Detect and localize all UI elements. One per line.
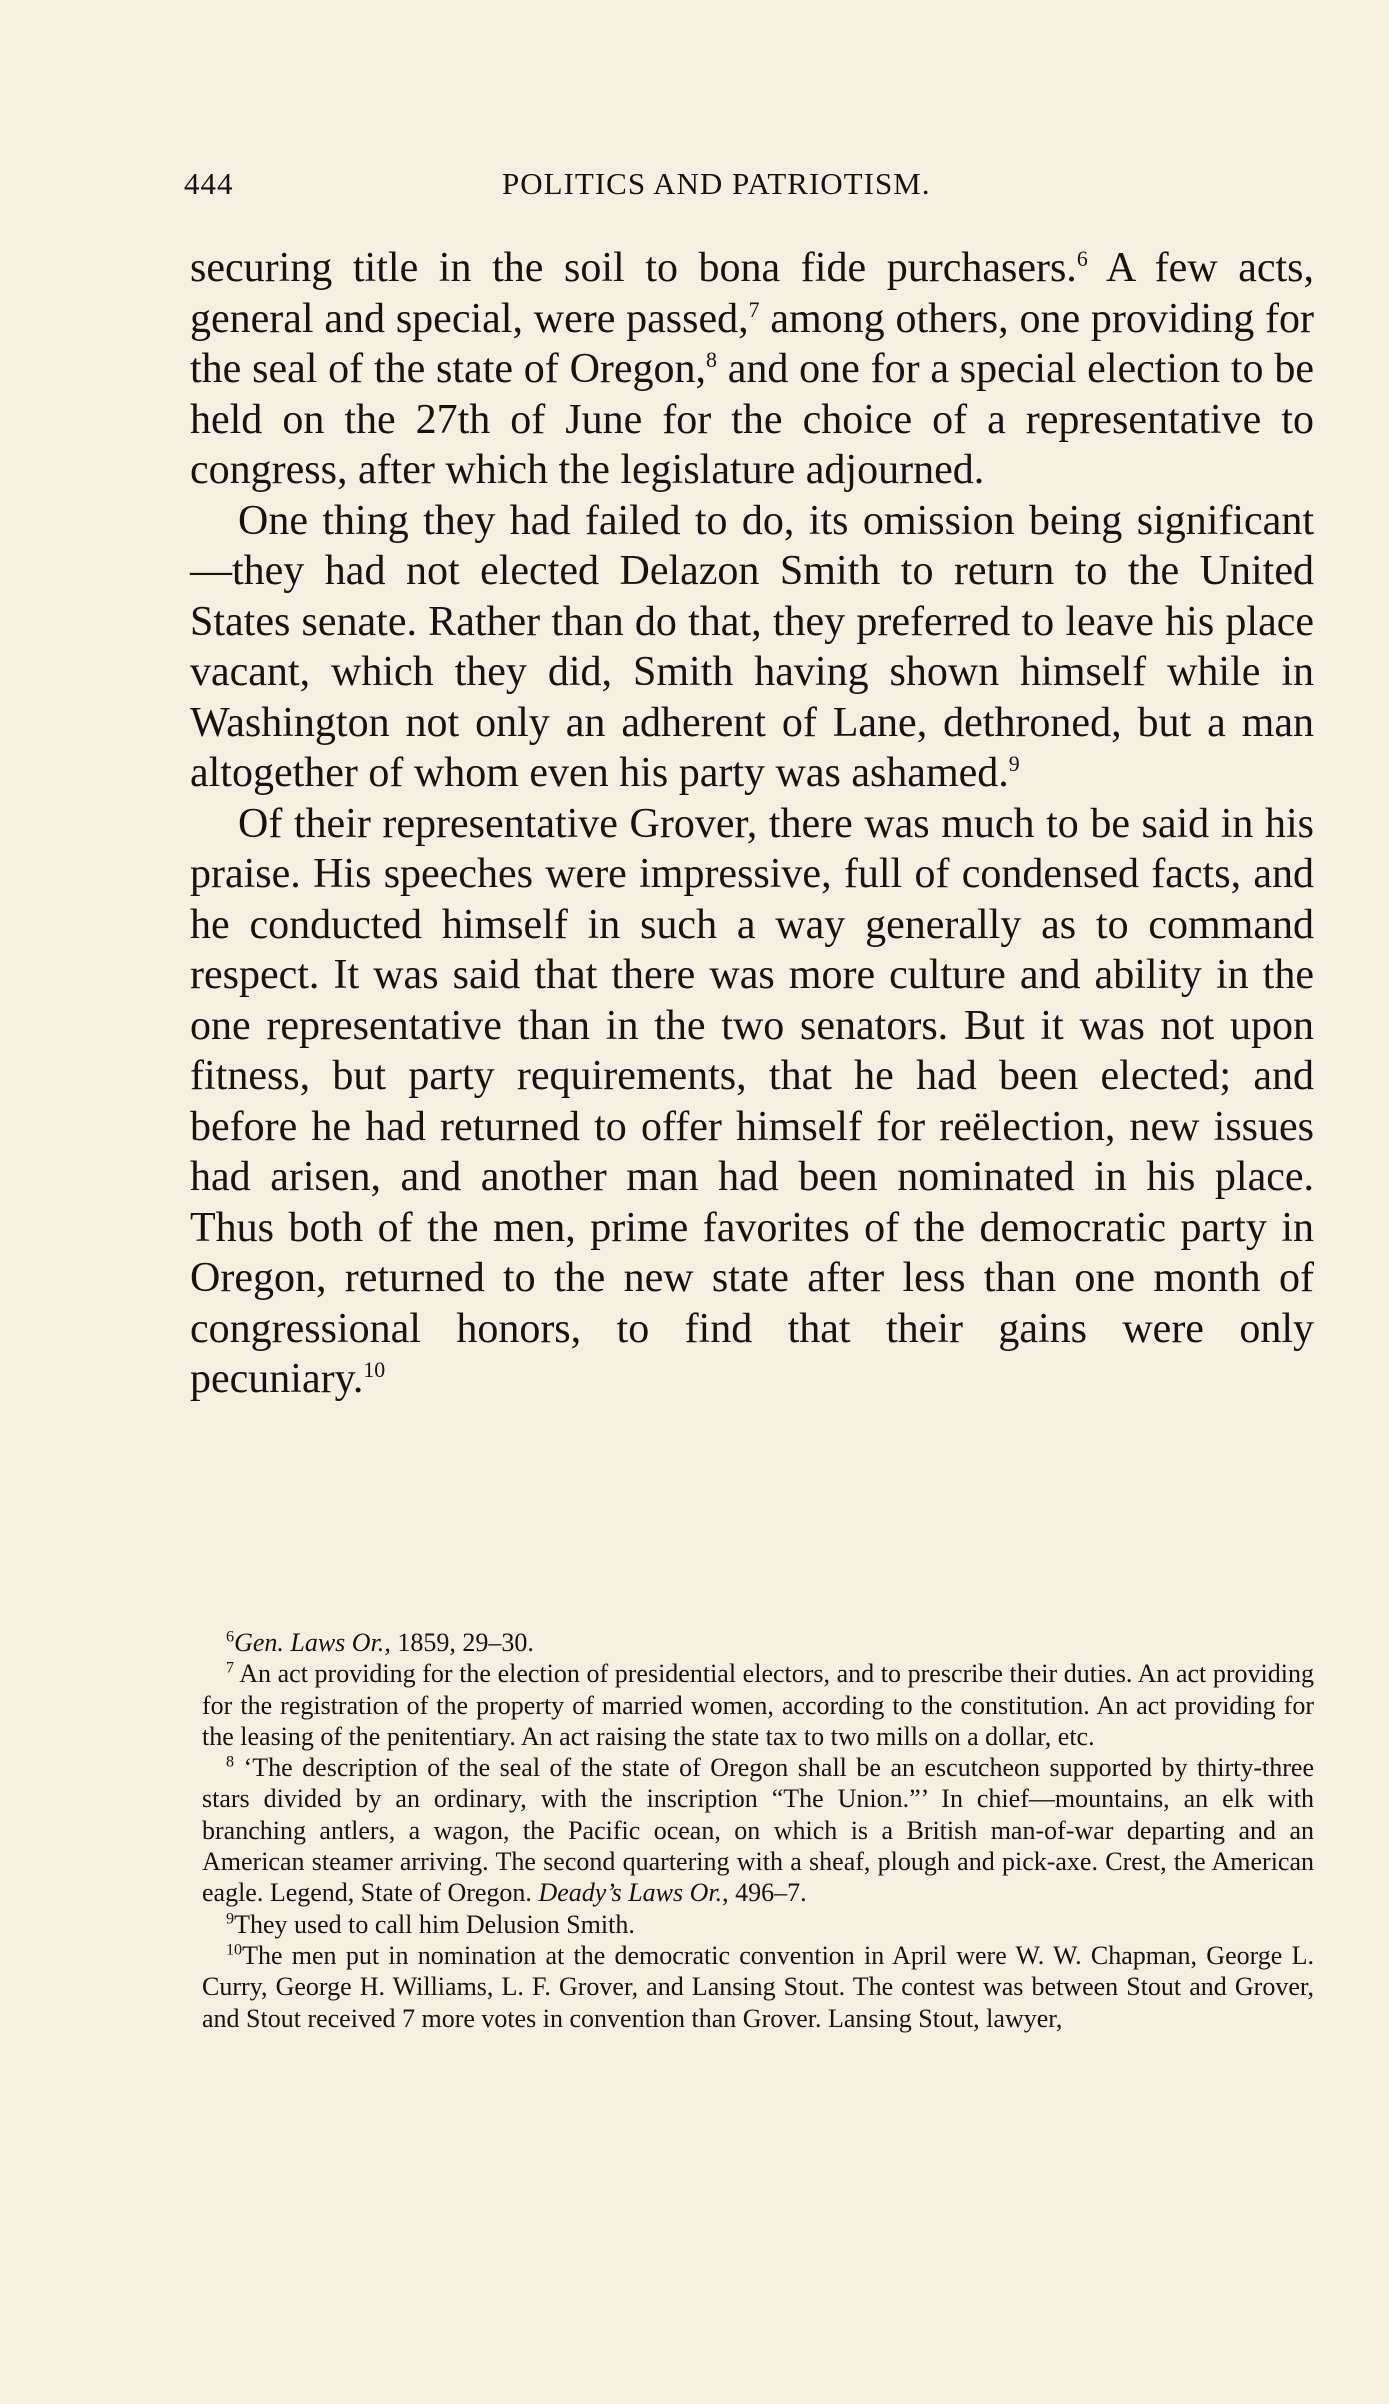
footnote-10 <box>202 1940 1314 2034</box>
paragraph-text: Of their representative Grover, there was much to be said in his praise. His speeches were impressive, full of condensed facts, and he conducted himself in such a way generally as to command respect. It was said that there was more culture and ability in the one representative than in the two senators. But it was not upon fitness, but party requirements, that he had been elected; and before he had returned to offer himself for reëlection, new issues had arisen, and another man had been nominated in his place. Thus both of the men, prime favorites of the democratic party in Oregon, returned to the new state after less than one month of congressional honors, to find that their gains were only pecuniary. <box>190 800 1314 1402</box>
paragraph-text: among others, one providing for the seal of the state of Oregon, <box>190 295 1314 392</box>
footnote-text: They used to call him Delusion Smith. <box>234 1909 635 1939</box>
paragraph-1 <box>190 243 1314 496</box>
footnote-mark: 10 <box>226 1941 243 1959</box>
citation-title: Gen. Laws Or. <box>234 1628 385 1657</box>
footnote-ref-10[interactable]: 10 <box>363 1358 386 1382</box>
main-text <box>190 243 1314 1405</box>
footnote-text: An act providing for the election of presidential electors, and to prescribe their duties. An act providing for the registration of the property of married women, according to the constitution. An act providing for the leasing of the penitentiary. An act raising the state tax to two mills on a dollar, etc. <box>202 1659 1314 1751</box>
paragraph-text: and one for a special election to be held on the 27th of June for the choice of a representative to congress, after which the legislature adjourned. <box>190 346 1314 493</box>
footnote-ref-6[interactable]: 6 <box>1076 247 1088 271</box>
footnote-mark: 9 <box>226 1910 235 1928</box>
paragraph-2 <box>190 496 1314 799</box>
footnote-text: The men put in nomination at the democratic convention in April were W. W. Chapman, George L. Curry, George H. Williams, L. F. Grover, and Lansing Stout. The contest was between Stout and Grover, and Stout received 7 more votes in convention than Grover. Lansing Stout, lawyer, <box>202 1940 1314 2033</box>
page-number: 444 <box>184 166 234 201</box>
paragraph-3 <box>190 799 1314 1405</box>
footnotes <box>202 1627 1314 2034</box>
footnote-mark: 7 <box>226 1659 235 1677</box>
paragraph-text: securing title in the soil to bona fide purchasers. <box>190 245 1077 291</box>
running-title: POLITICS AND PATRIOTISM. <box>502 166 931 201</box>
footnote-8 <box>202 1752 1314 1908</box>
footnote-text: ‘The description of the seal of the state of Oregon shall be an escutcheon supported by thirty-three stars divided by an ordinary, with the inscription “The Union.”’ In chief—mountains, an elk with branching antlers, a wagon, the Pacific ocean, on which is a British man-of-war departing and an American steamer arriving. The second quartering with a sheaf, plough and pick-axe. Crest, the American eagle. Legend, State of Oregon. <box>202 1753 1314 1908</box>
footnote-6 <box>202 1627 1314 1658</box>
footnote-text: , 496–7. <box>722 1878 807 1908</box>
footnote-ref-7[interactable]: 7 <box>748 297 760 322</box>
paragraph-text: A few acts, general and special, were passed, <box>190 245 1315 342</box>
running-header <box>184 166 1312 210</box>
footnote-9 <box>202 1909 1314 1940</box>
footnote-mark: 6 <box>226 1628 235 1646</box>
footnote-ref-9[interactable]: 9 <box>1008 752 1020 776</box>
footnote-7 <box>202 1658 1314 1752</box>
footnote-ref-8[interactable]: 8 <box>706 348 717 372</box>
citation-title: Deady’s Laws Or. <box>538 1878 723 1908</box>
paragraph-text: One thing they had failed to do, its omission being significant—they had not elected Delazon Smith to return to the United States senate. Rather than do that, they preferred to leave his place vacant, which they did, Smith having shown himself while in Washington not only an adherent of Lane, dethroned, but a man altogether of whom even his party was ashamed. <box>190 497 1314 796</box>
footnote-mark: 8 <box>226 1753 235 1771</box>
footnote-text: , 1859, 29–30. <box>384 1628 534 1657</box>
